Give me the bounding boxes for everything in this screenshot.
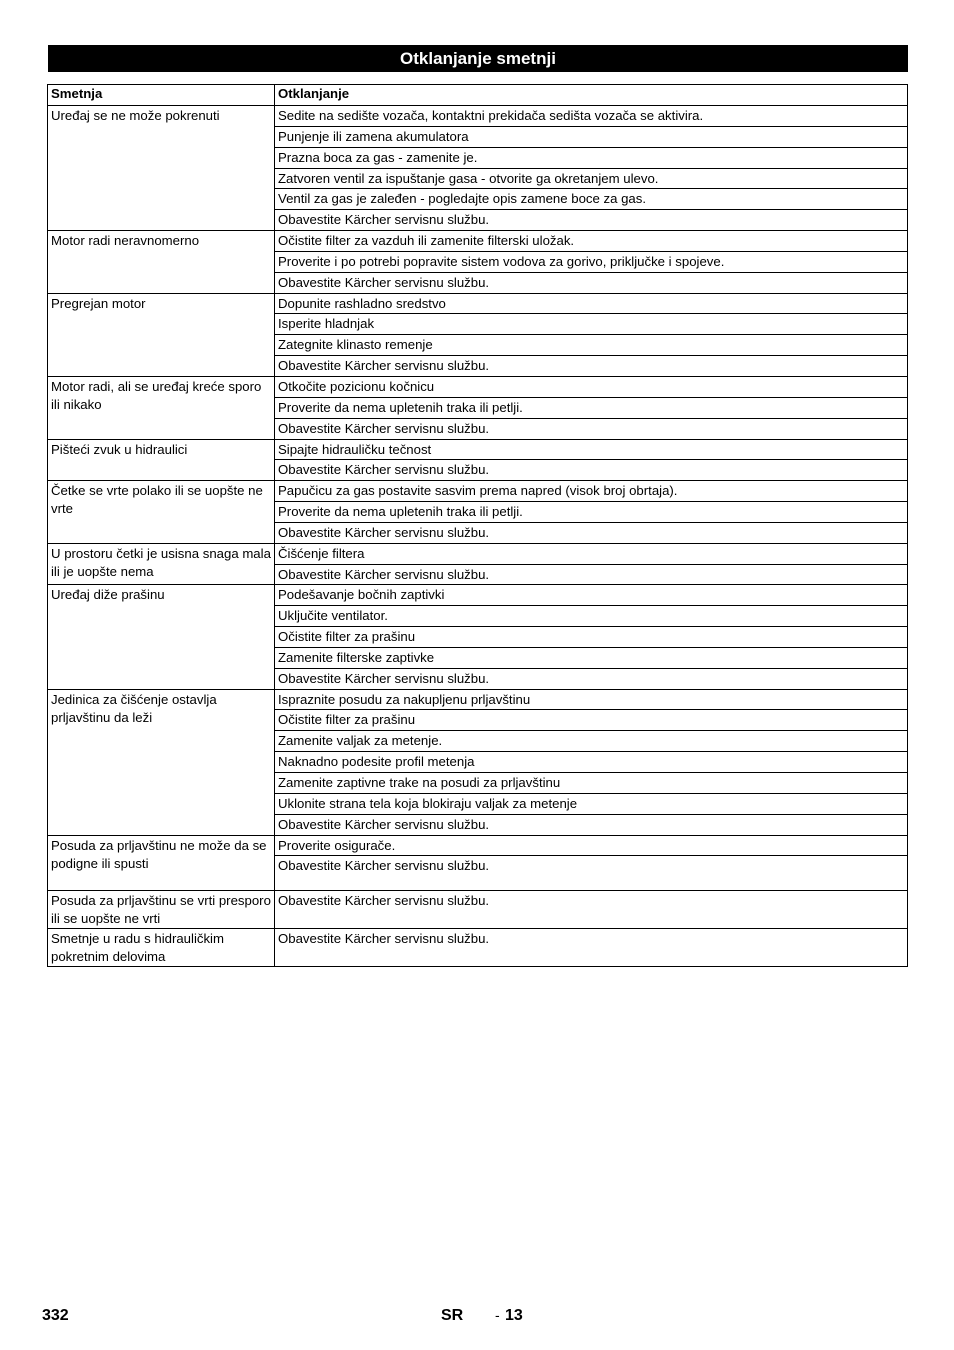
table-row (48, 543, 908, 564)
solution-cell: Naknadno podesite profil metenja (275, 752, 908, 773)
problem-cell: Uređaj se ne može pokrenuti (48, 106, 275, 231)
solution-cell: Proverite da nema upletenih traka ili petlji. (275, 502, 908, 523)
solution-cell: Obavestite Kärcher servisnu službu. (275, 210, 908, 231)
table-row (48, 231, 908, 252)
solution-cell: Očistite filter za vazduh ili zamenite filterski uložak. (275, 231, 908, 252)
page-number: 332 (42, 1307, 69, 1324)
solution-cell: Obavestite Kärcher servisnu službu. (275, 418, 908, 439)
table-row (48, 835, 908, 856)
table-row (48, 439, 908, 460)
solution-cell: Papučicu za gas postavite sasvim prema napred (visok broj obrtaja). (275, 481, 908, 502)
solution-cell: Zamenite valjak za metenje. (275, 731, 908, 752)
column-header-problem: Smetnja (48, 85, 275, 106)
solution-cell: Obavestite Kärcher servisnu službu. (275, 929, 908, 967)
solution-cell: Proverite osigurače. (275, 835, 908, 856)
problem-cell: Smetnje u radu s hidrauličkim pokretnim delovima (48, 929, 275, 967)
solution-cell: Obavestite Kärcher servisnu službu. (275, 856, 908, 891)
solution-cell: Punjenje ili zamena akumulatora (275, 126, 908, 147)
column-header-solution: Otklanjanje (275, 85, 908, 106)
solution-cell: Obavestite Kärcher servisnu službu. (275, 891, 908, 929)
problem-cell: Pregrejan motor (48, 293, 275, 376)
solution-cell: Proverite i po potrebi popravite sistem vodova za gorivo, priključke i spojeve. (275, 251, 908, 272)
solution-cell: Očistite filter za prašinu (275, 710, 908, 731)
solution-cell: Isperite hladnjak (275, 314, 908, 335)
problem-cell: Jedinica za čišćenje ostavlja prljavštinu da leži (48, 689, 275, 835)
solution-cell: Obavestite Kärcher servisnu službu. (275, 668, 908, 689)
solution-cell: Otkočite pozicionu kočnicu (275, 376, 908, 397)
table-row (48, 929, 908, 967)
problem-cell: Četke se vrte polako ili se uopšte ne vrte (48, 481, 275, 544)
problem-cell: U prostoru četki je usisna snaga mala ili je uopšte nema (48, 543, 275, 585)
problem-cell: Posuda za prljavštinu se vrti presporo ili se uopšte ne vrti (48, 891, 275, 929)
solution-cell: Proverite da nema upletenih traka ili petlji. (275, 397, 908, 418)
solution-cell: Ispraznite posudu za nakupljenu prljavštinu (275, 689, 908, 710)
table-row (48, 376, 908, 397)
table-row (48, 891, 908, 929)
solution-cell: Uključite ventilator. (275, 606, 908, 627)
problem-cell: Posuda za prljavštinu ne može da se podigne ili spusti (48, 835, 275, 891)
page-title: Otklanjanje smetnji (48, 45, 908, 72)
solution-cell: Ventil za gas je zaleđen - pogledajte opis zamene boce za gas. (275, 189, 908, 210)
table-row (48, 689, 908, 710)
table-row (48, 106, 908, 127)
solution-cell: Obavestite Kärcher servisnu službu. (275, 814, 908, 835)
solution-cell: Zamenite zaptivne trake na posudi za prljavštinu (275, 773, 908, 794)
solution-cell: Uklonite strana tela koja blokiraju valjak za metenje (275, 793, 908, 814)
solution-cell: Zatvoren ventil za ispuštanje gasa - otvorite ga okretanjem ulevo. (275, 168, 908, 189)
solution-cell: Obavestite Kärcher servisnu službu. (275, 272, 908, 293)
language-code: SR (441, 1307, 464, 1324)
solution-cell: Obavestite Kärcher servisnu službu. (275, 460, 908, 481)
table-row (48, 293, 908, 314)
table-header-row (48, 85, 908, 106)
solution-cell: Čišćenje filtera (275, 543, 908, 564)
solution-cell: Podešavanje bočnih zaptivki (275, 585, 908, 606)
solution-cell: Sedite na sedište vozača, kontaktni prekidača sedišta vozača se aktivira. (275, 106, 908, 127)
table-row (48, 481, 908, 502)
solution-cell: Očistite filter za prašinu (275, 627, 908, 648)
solution-cell: Zamenite filterske zaptivke (275, 647, 908, 668)
problem-cell: Pišteći zvuk u hidraulici (48, 439, 275, 481)
troubleshooting-table (47, 84, 908, 967)
footer-separator: - (495, 1307, 500, 1323)
solution-cell: Zategnite klinasto remenje (275, 335, 908, 356)
table-body (48, 106, 908, 967)
section-page-number: 13 (505, 1307, 523, 1324)
solution-cell: Obavestite Kärcher servisnu službu. (275, 522, 908, 543)
solution-cell: Prazna boca za gas - zamenite je. (275, 147, 908, 168)
solution-cell: Obavestite Kärcher servisnu službu. (275, 356, 908, 377)
table-row (48, 585, 908, 606)
problem-cell: Motor radi, ali se uređaj kreće sporo ili nikako (48, 376, 275, 439)
solution-cell: Dopunite rashladno sredstvo (275, 293, 908, 314)
problem-cell: Motor radi neravnomerno (48, 231, 275, 294)
problem-cell: Uređaj diže prašinu (48, 585, 275, 689)
solution-cell: Obavestite Kärcher servisnu službu. (275, 564, 908, 585)
solution-cell: Sipajte hidrauličku tečnost (275, 439, 908, 460)
